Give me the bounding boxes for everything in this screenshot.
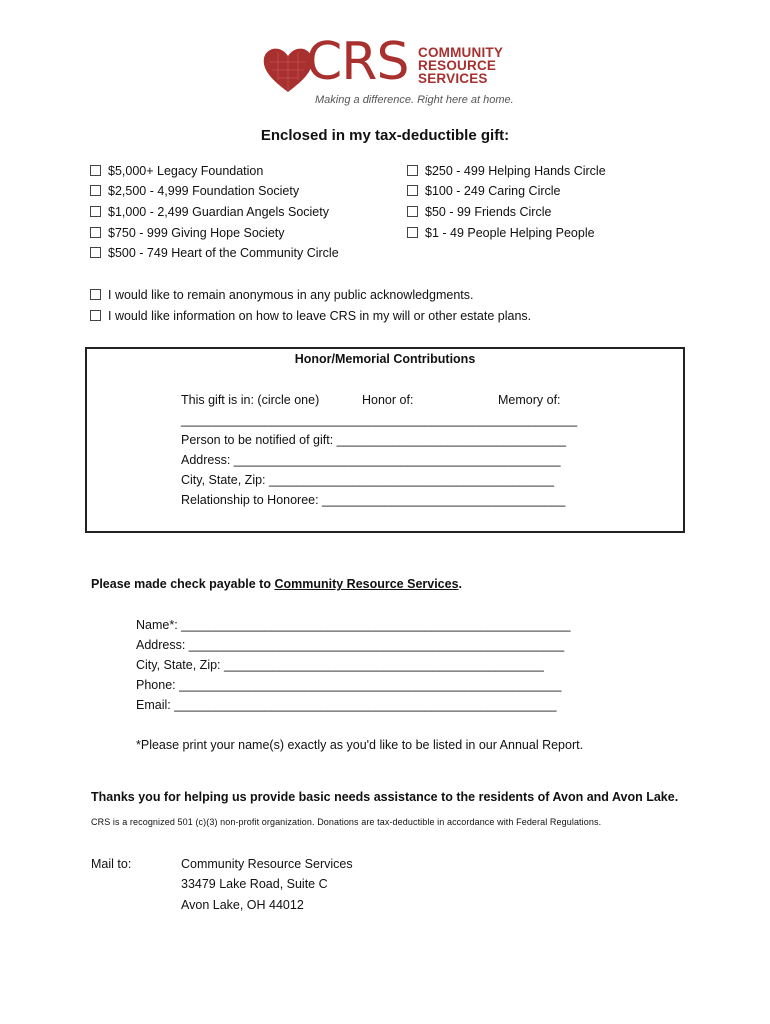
anonymous-label: I would like to remain anonymous in any public acknowledgments. <box>108 288 474 302</box>
memory-of-option[interactable]: Memory of: <box>498 393 561 407</box>
gift-option-label: $250 - 499 Helping Hands Circle <box>425 164 606 178</box>
donor-name-field[interactable]: Name*: ________________________________________________________ <box>136 618 571 632</box>
crs-logo <box>262 32 514 112</box>
honor-address-field[interactable]: Address: _______________________________________________ <box>181 453 561 467</box>
checkbox[interactable] <box>90 310 101 321</box>
mail-address-line: Community Resource Services <box>181 857 353 871</box>
gift-option[interactable] <box>407 205 551 219</box>
honoree-name-field[interactable]: _________________________________________________________ <box>181 413 578 427</box>
gift-option[interactable] <box>407 226 595 240</box>
mail-to-label: Mail to: <box>91 857 132 871</box>
disclaimer: CRS is a recognized 501 (c)(3) non-profit organization. Donations are tax-deductible in accordance with Federal Regulations. <box>91 817 602 827</box>
notified-person-field[interactable]: Person to be notified of gift: _________________________________ <box>181 433 567 447</box>
checkbox[interactable] <box>90 247 101 258</box>
checkbox[interactable] <box>407 185 418 196</box>
gift-option-label: $5,000+ Legacy Foundation <box>108 164 264 178</box>
mail-address-line: 33479 Lake Road, Suite C <box>181 877 328 891</box>
payable-suffix: . <box>458 577 463 591</box>
gift-option[interactable] <box>90 226 285 240</box>
checkbox[interactable] <box>407 165 418 176</box>
estate-plans-option[interactable] <box>90 309 531 323</box>
gift-option-label: $500 - 749 Heart of the Community Circle <box>108 246 339 260</box>
gift-option[interactable] <box>407 184 561 198</box>
logo-tagline: Making a difference. Right here at home. <box>315 94 514 106</box>
gift-is-in-label: This gift is in: (circle one) <box>181 393 320 407</box>
print-note: *Please print your name(s) exactly as you'd like to be listed in our Annual Report. <box>136 738 584 752</box>
honor-heading: Honor/Memorial Contributions <box>294 352 476 366</box>
checkbox[interactable] <box>407 206 418 217</box>
payable-org: Community Resource Services <box>274 577 459 591</box>
logo-mark: CRS <box>306 32 409 92</box>
checkbox[interactable] <box>90 185 101 196</box>
logo-name-line: COMMUNITY <box>418 45 504 60</box>
gift-option-label: $750 - 999 Giving Hope Society <box>108 226 285 240</box>
donor-email-field[interactable]: Email: _______________________________________________________ <box>136 698 557 712</box>
logo-org-name <box>418 46 503 85</box>
gift-option-label: $2,500 - 4,999 Foundation Society <box>108 184 300 198</box>
gift-option-label: $1 - 49 People Helping People <box>425 226 595 240</box>
checkbox[interactable] <box>407 227 418 238</box>
honor-city-field[interactable]: City, State, Zip: _________________________________________ <box>181 473 555 487</box>
checkbox[interactable] <box>90 165 101 176</box>
donor-address-field[interactable]: Address: ______________________________________________________ <box>136 638 565 652</box>
logo-name-line: RESOURCE <box>418 58 497 73</box>
gift-option[interactable] <box>90 164 263 178</box>
checkbox[interactable] <box>90 289 101 300</box>
gift-option-label: $1,000 - 2,499 Guardian Angels Society <box>108 205 329 219</box>
gift-option-label: $50 - 99 Friends Circle <box>425 205 552 219</box>
gift-option[interactable] <box>90 184 299 198</box>
checkbox[interactable] <box>90 206 101 217</box>
donor-phone-field[interactable]: Phone: _______________________________________________________ <box>136 678 562 692</box>
payable-prefix: Please made check payable to <box>91 577 275 591</box>
donor-city-field[interactable]: City, State, Zip: ______________________________________________ <box>136 658 544 672</box>
payable-note <box>91 577 462 591</box>
gift-option[interactable] <box>407 164 606 178</box>
mail-address-line: Avon Lake, OH 44012 <box>181 898 304 912</box>
gift-option[interactable] <box>90 246 339 260</box>
gift-option[interactable] <box>90 205 329 219</box>
gift-option-label: $100 - 249 Caring Circle <box>425 184 561 198</box>
form-title: Enclosed in my tax-deductible gift: <box>260 127 510 144</box>
checkbox[interactable] <box>90 227 101 238</box>
anonymous-option[interactable] <box>90 288 473 302</box>
thanks-note: Thanks you for helping us provide basic needs assistance to the residents of Avon and Avon Lake. <box>91 790 679 804</box>
logo-name-line: SERVICES <box>418 71 488 86</box>
estate-plans-label: I would like information on how to leave CRS in my will or other estate plans. <box>108 309 532 323</box>
honor-of-option[interactable]: Honor of: <box>362 393 414 407</box>
relationship-field[interactable]: Relationship to Honoree: ___________________________________ <box>181 493 566 507</box>
